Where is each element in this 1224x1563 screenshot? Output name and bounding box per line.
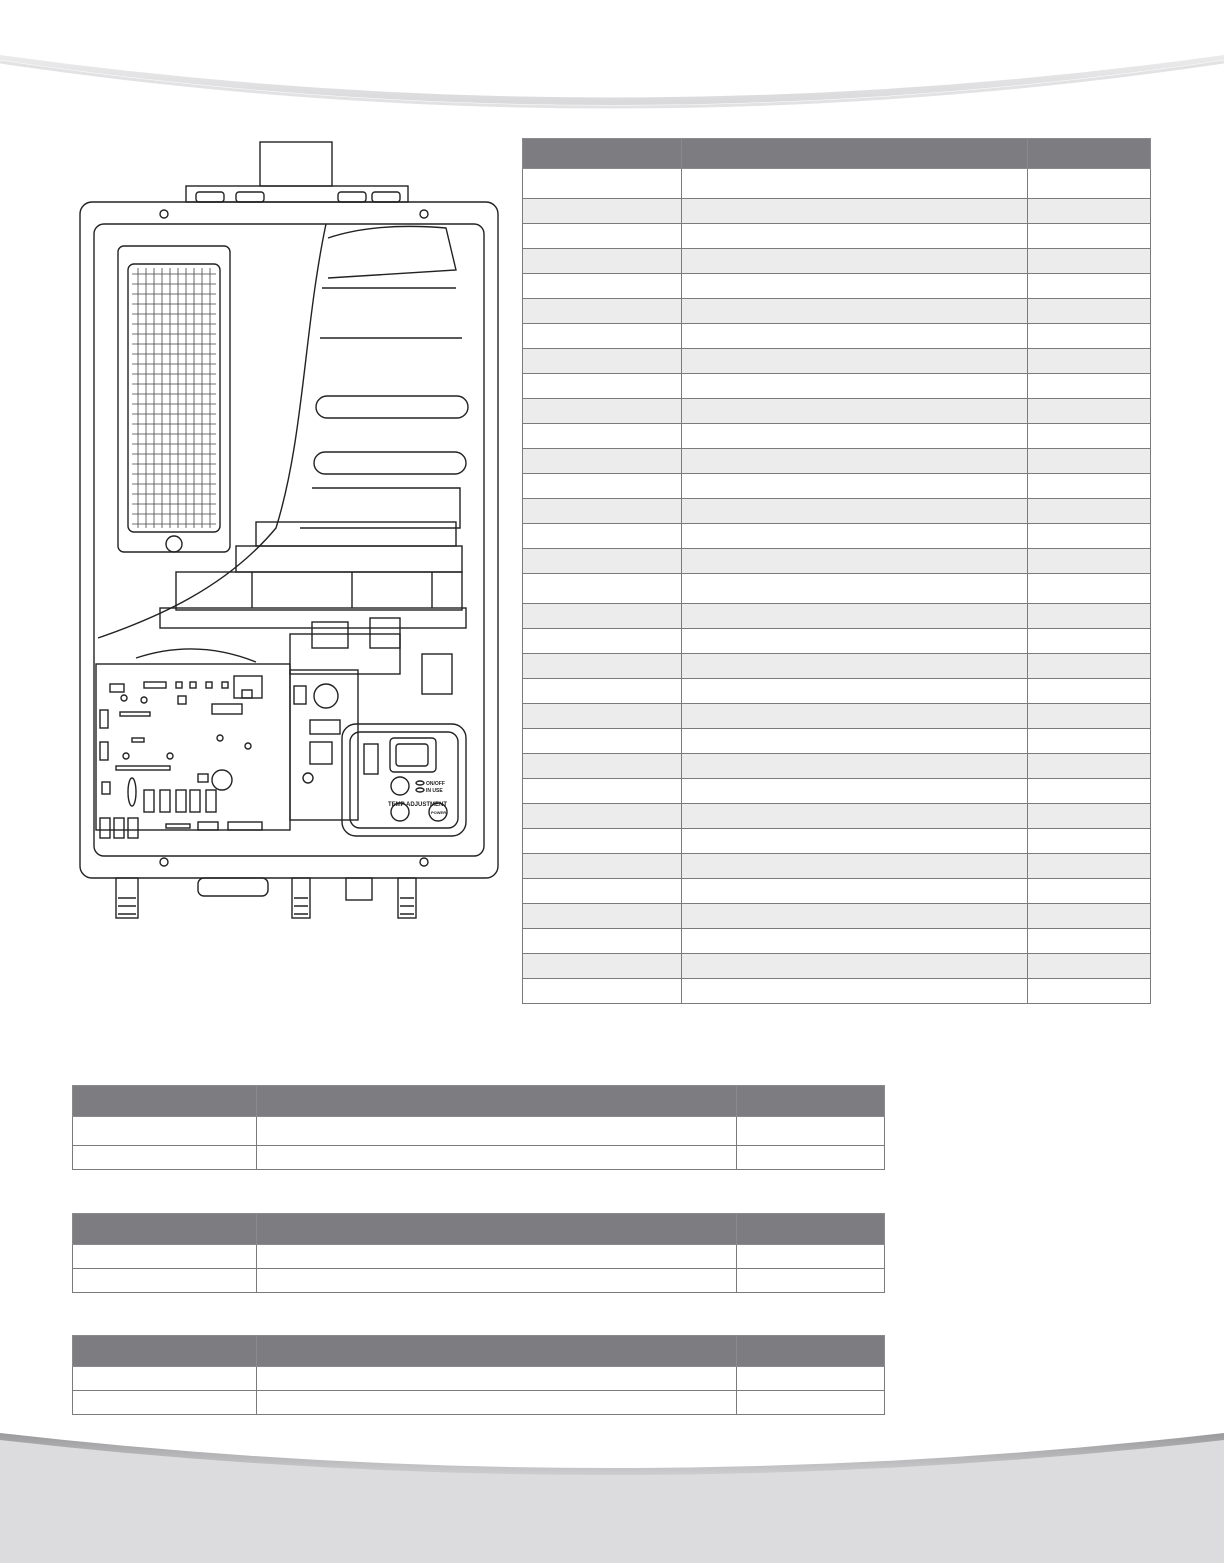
exhaust-collar: [260, 142, 332, 186]
header-cell: [737, 1214, 885, 1245]
table-cell: [523, 399, 682, 424]
table-row: [523, 704, 1151, 729]
table-cell: [1028, 399, 1151, 424]
table-cell: [737, 1391, 885, 1415]
table-cell: [682, 399, 1028, 424]
table-cell: [257, 1269, 737, 1293]
small-table-2: [72, 1213, 885, 1293]
table-row: [523, 499, 1151, 524]
table-cell: [1028, 574, 1151, 604]
table-cell: [682, 804, 1028, 829]
table-cell: [1028, 904, 1151, 929]
header-cell: [523, 139, 682, 169]
table-cell: [523, 654, 682, 679]
table-cell: [1028, 274, 1151, 299]
table-cell: [1028, 604, 1151, 629]
table-row: [73, 1245, 885, 1269]
mounting-bracket-top: [186, 186, 408, 202]
table-cell: [682, 604, 1028, 629]
table-row: [523, 274, 1151, 299]
table-row: [523, 524, 1151, 549]
power-label: POWER: [431, 810, 447, 815]
table-cell: [1028, 299, 1151, 324]
table-row: [523, 349, 1151, 374]
table-cell: [523, 854, 682, 879]
table-row: [523, 654, 1151, 679]
grille-screw: [166, 536, 182, 552]
table-cell: [1028, 324, 1151, 349]
table-row: [523, 169, 1151, 199]
table-header-row: [73, 1336, 885, 1367]
table-row: [523, 779, 1151, 804]
table-cell: [523, 449, 682, 474]
table-cell: [523, 549, 682, 574]
inner-frame: [94, 224, 484, 856]
table-row: [523, 754, 1151, 779]
header-cell: [257, 1336, 737, 1367]
table-cell: [682, 679, 1028, 704]
table-cell: [737, 1269, 885, 1293]
table-cell: [737, 1245, 885, 1269]
header-cell: [682, 139, 1028, 169]
ignition-board: [290, 670, 358, 820]
table-cell: [523, 199, 682, 224]
header-cell: [73, 1214, 257, 1245]
table-cell: [682, 224, 1028, 249]
table-cell: [682, 929, 1028, 954]
table-cell: [523, 704, 682, 729]
table-cell: [1028, 829, 1151, 854]
table-cell: [523, 679, 682, 704]
table-cell: [257, 1391, 737, 1415]
on-off-label: ON/OFF: [426, 781, 445, 787]
table-cell: [682, 954, 1028, 979]
table-cell: [1028, 169, 1151, 199]
table-cell: [257, 1117, 737, 1146]
table-row: [523, 804, 1151, 829]
header-cell: [737, 1086, 885, 1117]
table-cell: [682, 324, 1028, 349]
table-row: [523, 729, 1151, 754]
table-cell: [1028, 549, 1151, 574]
header-cell: [73, 1336, 257, 1367]
table-row: [523, 474, 1151, 499]
table-cell: [1028, 199, 1151, 224]
table-cell: [737, 1117, 885, 1146]
table-cell: [1028, 449, 1151, 474]
table-cell: [682, 574, 1028, 604]
table-row: [73, 1269, 885, 1293]
table-cell: [1028, 474, 1151, 499]
table-row: [523, 574, 1151, 604]
table-cell: [73, 1391, 257, 1415]
table-cell: [1028, 249, 1151, 274]
table-row: [73, 1117, 885, 1146]
header-cell: [257, 1214, 737, 1245]
table-cell: [1028, 804, 1151, 829]
table-cell: [73, 1117, 257, 1146]
display-window: [390, 738, 436, 772]
table-cell: [73, 1146, 257, 1170]
table-cell: [682, 349, 1028, 374]
table-row: [523, 604, 1151, 629]
table-row: [73, 1146, 885, 1170]
table-cell: [523, 249, 682, 274]
table-row: [523, 324, 1151, 349]
table-cell: [523, 779, 682, 804]
main-parts-table: [522, 138, 1151, 1004]
table-row: [523, 374, 1151, 399]
table-cell: [682, 499, 1028, 524]
table-cell: [257, 1245, 737, 1269]
table-cell: [523, 274, 682, 299]
control-panel: [342, 724, 466, 836]
table-cell: [682, 524, 1028, 549]
table-row: [523, 854, 1151, 879]
table-cell: [1028, 779, 1151, 804]
top-swoosh-decoration: [0, 0, 1224, 110]
air-intake-panel: [118, 246, 230, 552]
table-cell: [523, 929, 682, 954]
table-row: [523, 224, 1151, 249]
main-control-board: [96, 664, 290, 830]
table-cell: [682, 854, 1028, 879]
table-row: [523, 629, 1151, 654]
table-cell: [523, 804, 682, 829]
table-cell: [682, 629, 1028, 654]
table-cell: [1028, 979, 1151, 1004]
table-cell: [682, 654, 1028, 679]
table-cell: [523, 829, 682, 854]
table-cell: [682, 374, 1028, 399]
table-cell: [1028, 679, 1151, 704]
table-cell: [73, 1245, 257, 1269]
table-cell: [73, 1269, 257, 1293]
table-cell: [682, 754, 1028, 779]
table-row: [523, 299, 1151, 324]
table-cell: [1028, 854, 1151, 879]
table-row: [523, 904, 1151, 929]
table-cell: [73, 1367, 257, 1391]
table-cell: [523, 324, 682, 349]
table-row: [523, 199, 1151, 224]
table-cell: [682, 549, 1028, 574]
table-cell: [1028, 704, 1151, 729]
table-cell: [523, 954, 682, 979]
header-cell: [1028, 139, 1151, 169]
table-cell: [1028, 524, 1151, 549]
table-row: [73, 1391, 885, 1415]
table-header-row: [523, 139, 1151, 169]
water-heater-diagram: [76, 138, 502, 930]
table-cell: [682, 829, 1028, 854]
table-cell: [682, 299, 1028, 324]
table-cell: [523, 729, 682, 754]
table-cell: [682, 424, 1028, 449]
table-cell: [1028, 629, 1151, 654]
table-cell: [682, 169, 1028, 199]
table-row: [523, 929, 1151, 954]
table-header-row: [73, 1214, 885, 1245]
table-header-row: [73, 1086, 885, 1117]
table-cell: [682, 904, 1028, 929]
table-cell: [1028, 754, 1151, 779]
small-table-1: [72, 1085, 885, 1170]
table-cell: [523, 224, 682, 249]
table-cell: [682, 474, 1028, 499]
table-cell: [1028, 929, 1151, 954]
bottom-swoosh-decoration: [0, 1428, 1224, 1563]
in-use-label: IN USE: [426, 788, 443, 794]
table-cell: [523, 499, 682, 524]
table-cell: [523, 754, 682, 779]
table-cell: [523, 169, 682, 199]
table-row: [523, 954, 1151, 979]
table-cell: [523, 904, 682, 929]
table-cell: [523, 374, 682, 399]
table-cell: [1028, 879, 1151, 904]
table-row: [523, 829, 1151, 854]
table-cell: [523, 879, 682, 904]
table-cell: [523, 979, 682, 1004]
table-row: [523, 424, 1151, 449]
table-cell: [1028, 374, 1151, 399]
header-cell: [737, 1336, 885, 1367]
table-cell: [682, 449, 1028, 474]
table-cell: [682, 979, 1028, 1004]
small-table-3: [72, 1335, 885, 1415]
header-cell: [257, 1086, 737, 1117]
table-row: [523, 549, 1151, 574]
table-cell: [1028, 424, 1151, 449]
table-row: [523, 399, 1151, 424]
table-cell: [682, 779, 1028, 804]
table-cell: [523, 574, 682, 604]
table-row: [523, 679, 1151, 704]
table-cell: [523, 349, 682, 374]
table-cell: [523, 299, 682, 324]
table-row: [523, 249, 1151, 274]
table-cell: [737, 1367, 885, 1391]
table-row: [523, 979, 1151, 1004]
table-row: [73, 1367, 885, 1391]
table-cell: [682, 199, 1028, 224]
table-cell: [1028, 954, 1151, 979]
table-row: [523, 879, 1151, 904]
table-row: [523, 449, 1151, 474]
table-cell: [737, 1146, 885, 1170]
table-cell: [682, 249, 1028, 274]
temp-adjustment-label: TEMP ADJUSTMENT: [388, 802, 448, 808]
outer-casing: [80, 202, 498, 878]
table-cell: [523, 629, 682, 654]
table-cell: [1028, 499, 1151, 524]
table-cell: [1028, 349, 1151, 374]
table-cell: [1028, 654, 1151, 679]
table-cell: [682, 274, 1028, 299]
table-cell: [682, 729, 1028, 754]
table-cell: [257, 1146, 737, 1170]
table-cell: [682, 879, 1028, 904]
header-cell: [73, 1086, 257, 1117]
table-cell: [523, 524, 682, 549]
table-cell: [1028, 224, 1151, 249]
table-cell: [682, 704, 1028, 729]
temp-up-button: [391, 777, 409, 795]
table-cell: [257, 1367, 737, 1391]
table-cell: [523, 474, 682, 499]
table-cell: [523, 604, 682, 629]
table-cell: [1028, 729, 1151, 754]
table-cell: [523, 424, 682, 449]
